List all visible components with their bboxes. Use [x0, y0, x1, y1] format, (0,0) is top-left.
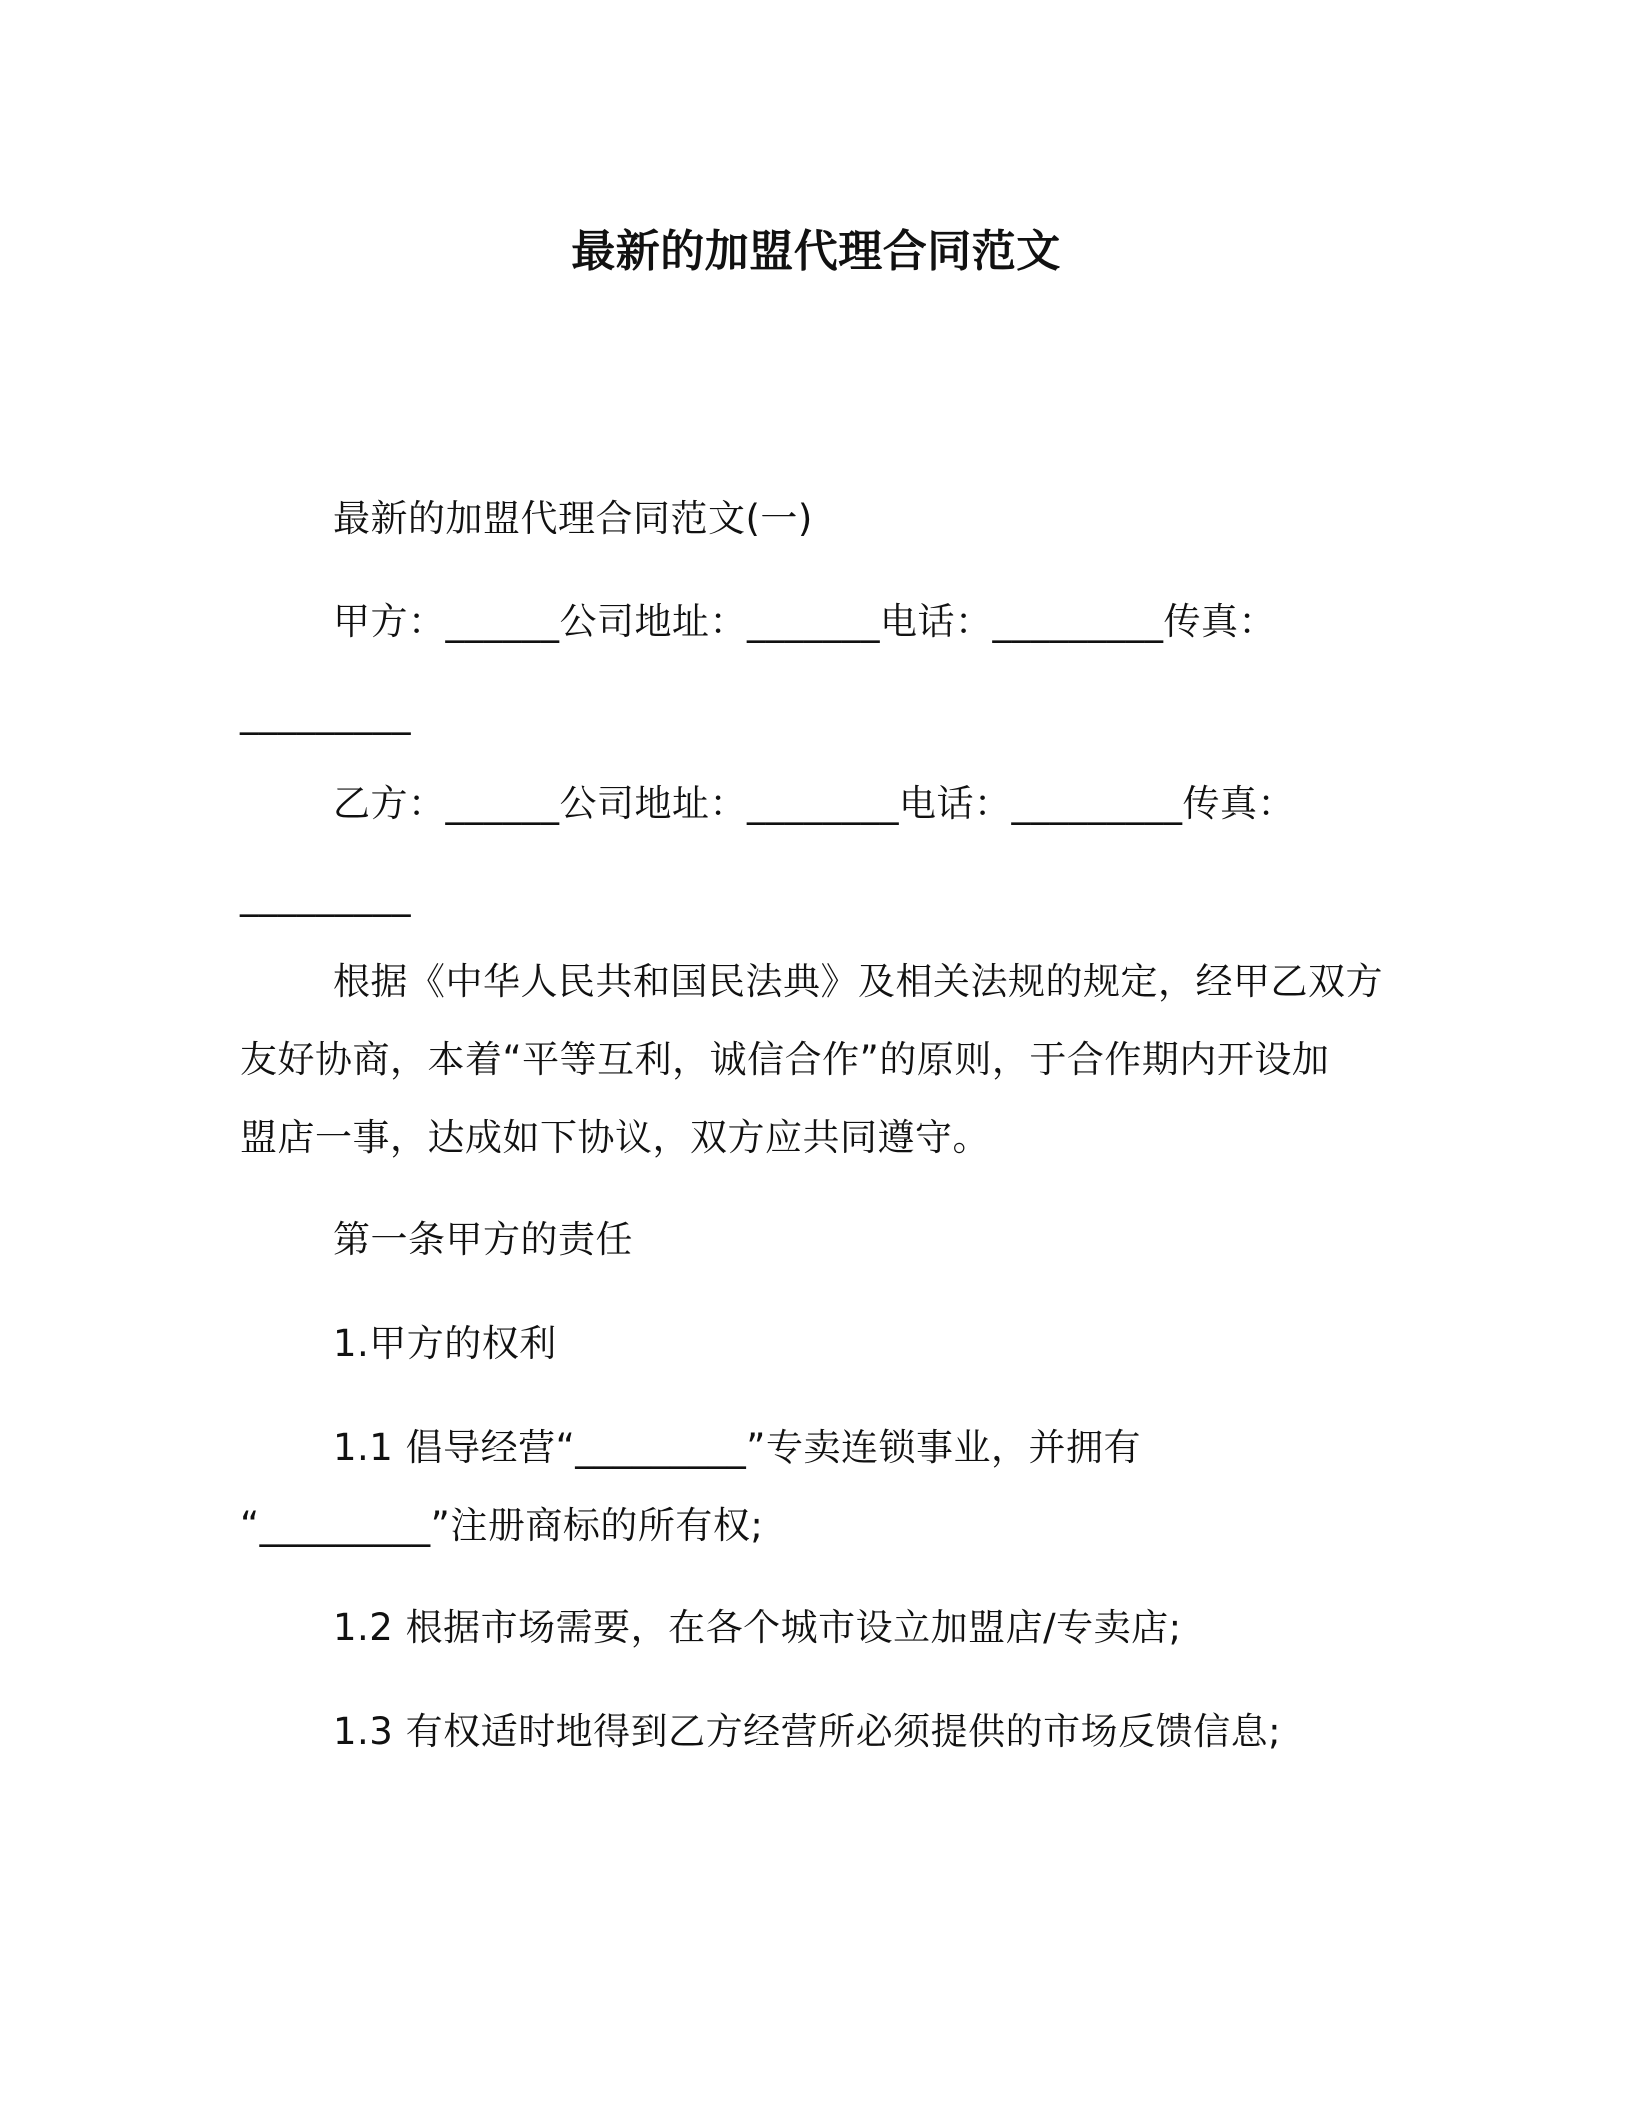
party-a-fax-blank: _________ — [240, 692, 411, 735]
section-heading: 最新的加盟代理合同范文(一) — [333, 497, 813, 540]
party-b-fax-blank: _________ — [240, 874, 411, 917]
clause-line: “_________”注册商标的所有权; — [240, 1504, 764, 1547]
document-title: 最新的加盟代理合同范文 — [571, 226, 1061, 277]
paragraph-line: 盟店一事，达成如下协议，双方应共同遵守。 — [240, 1116, 990, 1159]
paragraph-line: 根据《中华人民共和国民法典》及相关法规的规定，经甲乙双方 — [333, 960, 1383, 1003]
paragraph-line: 友好协商，本着“平等互利，诚信合作”的原则，于合作期内开设加 — [240, 1038, 1330, 1081]
clause-line: 1.1 倡导经营“_________”专卖连锁事业，并拥有 — [333, 1426, 1141, 1469]
clause-line: 1.3 有权适时地得到乙方经营所必须提供的市场反馈信息; — [333, 1710, 1282, 1753]
clause-heading: 1.甲方的权利 — [333, 1322, 557, 1365]
clause-line: 1.2 根据市场需要，在各个城市设立加盟店/专卖店; — [333, 1606, 1182, 1649]
party-b-line: 乙方：______公司地址：________电话：_________传真： — [333, 782, 1295, 825]
article-heading: 第一条甲方的责任 — [333, 1218, 633, 1261]
party-a-line: 甲方：______公司地址：_______电话：_________传真： — [333, 600, 1276, 643]
